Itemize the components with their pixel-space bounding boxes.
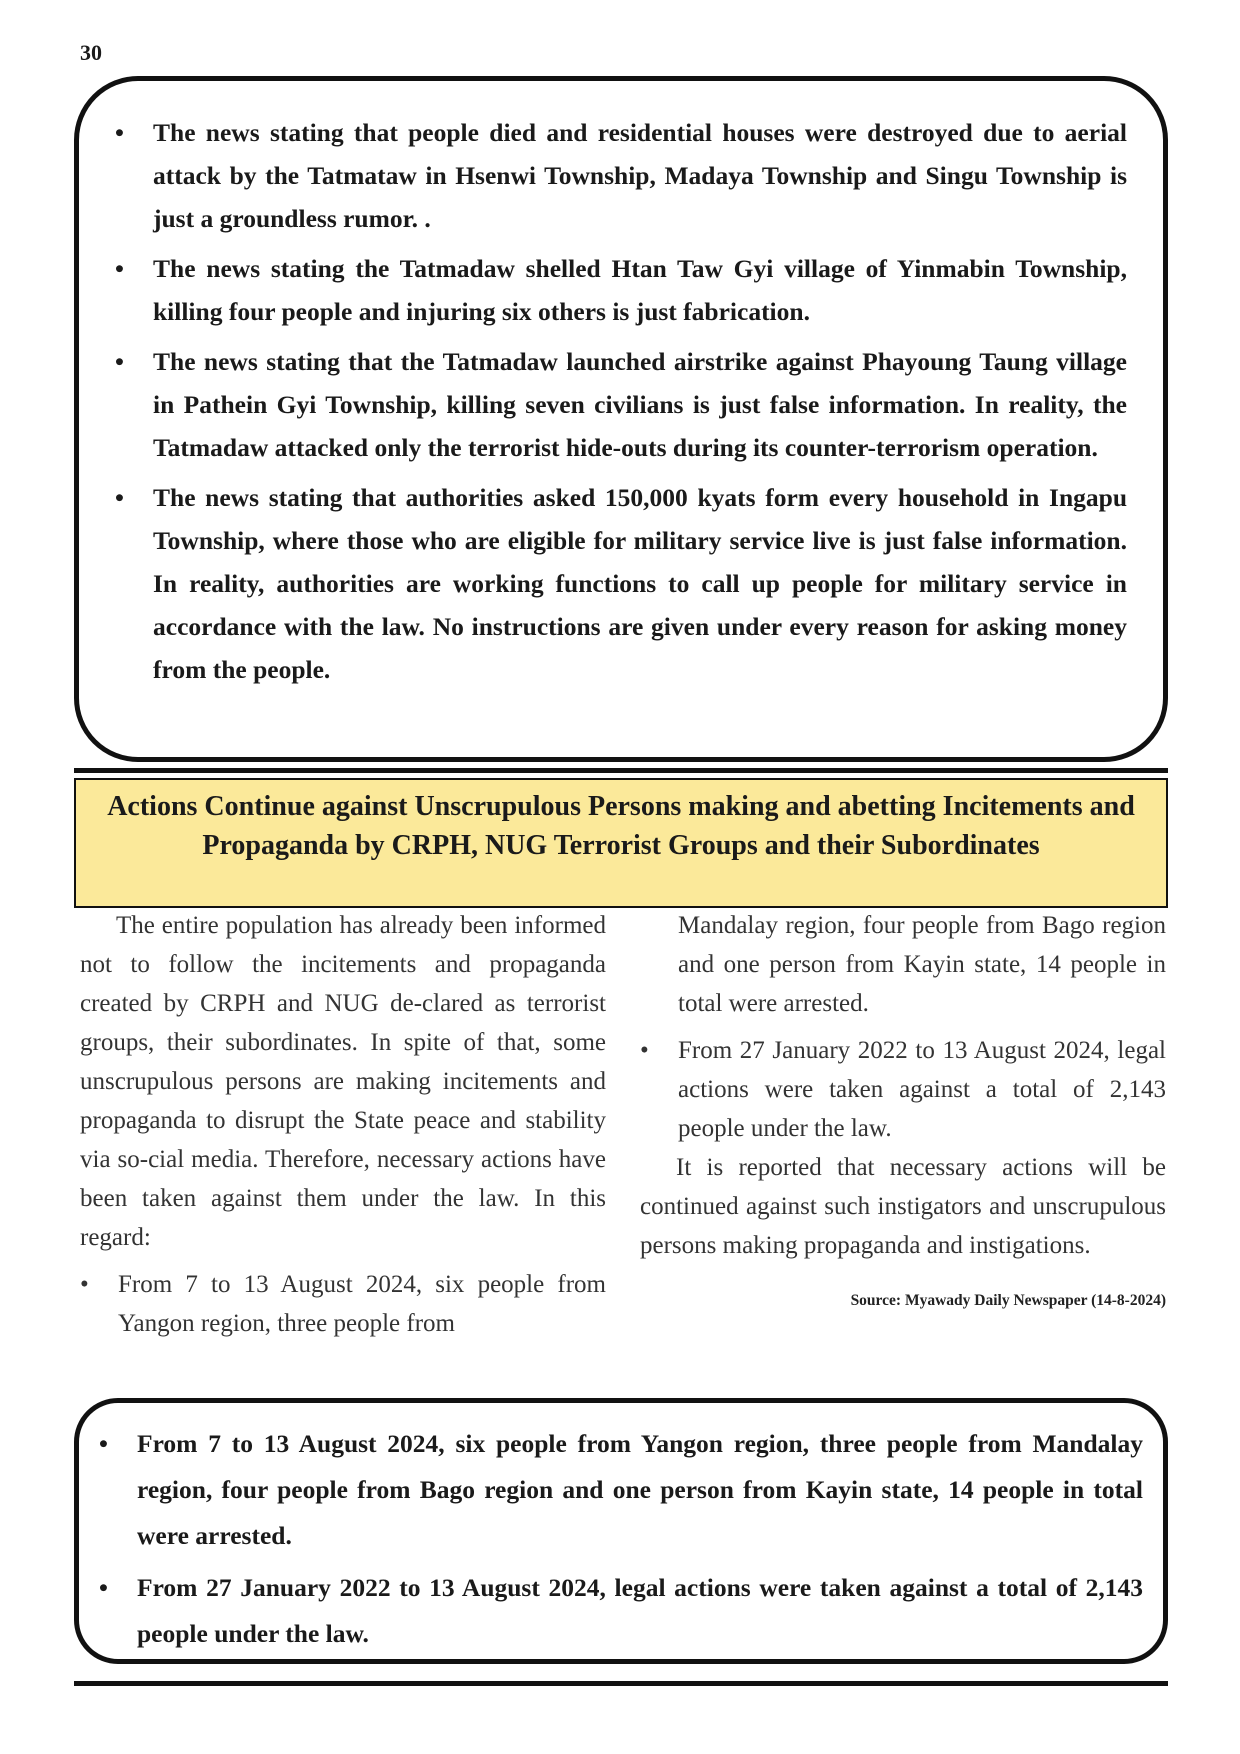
article-headline: Actions Continue against Unscrupulous Persons making and abetting Incitements and Propaganda by CRPH, NUG Terrorist Groups and their Subordinates (74, 778, 1168, 908)
article-bullet-list (640, 1031, 1166, 1148)
divider (74, 1681, 1168, 1686)
fact-check-list (115, 111, 1127, 691)
article-bullet-continuation: Mandalay region, four people from Bago region and one person from Kayin state, 14 people in total were arrested. (678, 912, 1166, 1017)
fact-check-item: • The news stating that the Tatmadaw launched airstrike against Phayoung Taung village in Pathein Gyi Township, killing seven civilians is just false information. In reality, the Tatmadaw attacked only the terrorist hide-outs during its counter-terrorism operation. (115, 340, 1127, 469)
bottom-highlight-box (74, 1398, 1168, 1664)
summary-item: • From 27 January 2022 to 13 August 2024, legal actions were taken against a total of 2,143 people under the law. (99, 1565, 1143, 1657)
article-source: Source: Myawady Daily Newspaper (14-8-2024) (850, 1292, 1166, 1309)
article-closing: It is reported that necessary actions will be continued against such instigators and unscrupulous persons making propaganda and instigations. (640, 1154, 1166, 1259)
article-bullet: • From 7 to 13 August 2024, six people from Yangon region, three people from (80, 1265, 606, 1343)
article-intro: The entire population has already been informed not to follow the incitements and propaganda created by CRPH and NUG de-clared as terrorist groups, their subordinates. In spite of that, some unscrupulous persons are making incitements and propaganda to disrupt the State peace and stability via so-cial media. Therefore, necessary actions have been taken against them under the law. In this regard: (80, 912, 606, 1251)
summary-list (99, 1421, 1143, 1657)
fact-check-item: • The news stating the Tatmadaw shelled Htan Taw Gyi village of Yinmabin Township, killing four people and injuring six others is just fabrication. (115, 247, 1127, 333)
article-column-right (640, 906, 1166, 1320)
article-bullet: • From 27 January 2022 to 13 August 2024, legal actions were taken against a total of 2,143 people under the law. (640, 1031, 1166, 1148)
fact-check-item: • The news stating that people died and residential houses were destroyed due to aerial attack by the Tatmataw in Hsenwi Township, Madaya Township and Singu Township is just a groundless rumor. . (115, 111, 1127, 240)
divider (74, 768, 1168, 773)
article-bullet-list (80, 1265, 606, 1343)
summary-item: • From 7 to 13 August 2024, six people from Yangon region, three people from Mandalay region, four people from Bago region and one person from Kayin state, 14 people in total were arrested. (99, 1421, 1143, 1559)
fact-check-item: • The news stating that authorities asked 150,000 kyats form every household in Ingapu Township, where those who are eligible for military service live is just false information. In reality, authorities are working functions to call up people for military service in accordance with the law. No instructions are given under every reason for asking money from the people. (115, 476, 1127, 691)
top-highlight-box (74, 76, 1168, 762)
article-column-left (80, 906, 606, 1343)
page-number: 30 (80, 40, 102, 65)
